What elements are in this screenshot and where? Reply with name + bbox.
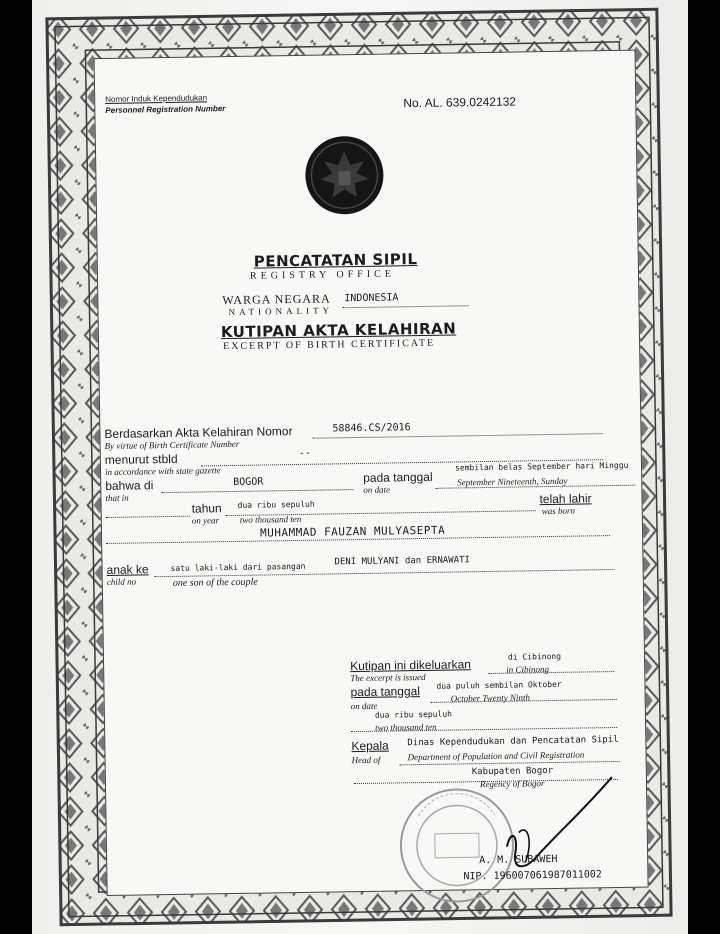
nationality-value: INDONESIA — [344, 292, 399, 305]
signer-name: A. M. SUBAWEH — [479, 853, 558, 867]
head-label-en: Head of — [351, 754, 381, 766]
born-label-en: was born — [541, 505, 576, 517]
child-no-value-en: one son of the couple — [172, 576, 258, 589]
place-value: BOGOR — [233, 476, 264, 488]
certificate-paper — [94, 50, 649, 896]
birth-year-value: dua ribu sepuluh — [237, 499, 315, 510]
certificate-title: KUTIPAN AKTA KELAHIRAN — [220, 319, 457, 342]
child-name: MUHAMMAD FAUZAN MULYASEPTA — [259, 523, 446, 540]
stbld-value: -- — [298, 447, 311, 459]
birth-date-value: sembilan belas September hari Minggu — [454, 460, 629, 473]
issued-date-label-en: on date — [350, 700, 378, 712]
stbld-label-en: in accordance with state gazette — [104, 465, 221, 477]
issued-date-label: pada tanggal — [350, 684, 421, 700]
child-no-label: anak ke — [106, 562, 149, 577]
regency-name: Kabupaten Bogor — [471, 765, 554, 778]
birth-certificate — [41, 3, 677, 931]
office-title: PENCATATAN SIPIL — [253, 250, 418, 271]
child-no-label-en: child no — [106, 576, 137, 587]
birth-date-value-en: September Nineteenth, Sunday — [457, 475, 568, 488]
registration-label-en: Personnel Registration Number — [105, 104, 226, 115]
registration-label: Nomor Induk Kependudukan — [105, 93, 208, 104]
office-subtitle: REGISTRY OFFICE — [249, 268, 395, 282]
born-label: telah lahir — [539, 491, 592, 507]
issued-place-en: in Cibinong — [506, 664, 550, 675]
issued-year-value: dua ribu sepuluh — [374, 709, 453, 720]
place-label: bahwa di — [105, 478, 154, 493]
regency-name-en: Regency of Bogor — [479, 778, 545, 790]
certificate-subtitle: EXCERPT OF BIRTH CERTIFICATE — [223, 337, 436, 353]
issued-place: di Cibinong — [507, 651, 562, 662]
registration-number: No. AL. 639.0242132 — [403, 94, 517, 111]
based-on-label: Berdasarkan Akta Kelahiran Nomor — [104, 424, 293, 441]
parents-names: DENI MULYANI dan ERNAWATI — [334, 555, 471, 568]
nationality-label: WARGA NEGARA — [222, 291, 331, 308]
child-no-value: satu laki-laki dari pasangan — [170, 561, 306, 573]
date-label: pada tanggal — [363, 469, 433, 485]
garuda-emblem-icon — [304, 135, 385, 216]
year-label: tahun — [191, 501, 222, 516]
head-label: Kepala — [351, 738, 389, 754]
nationality-label-en: NATIONALITY — [228, 305, 334, 318]
place-label-en: that in — [105, 492, 129, 503]
signer-nip: NIP. 196007061987011002 — [463, 869, 603, 883]
stbld-label: menurut stbld — [104, 451, 178, 467]
based-on-label-en: By virtue of Birth Certificate Number — [104, 438, 240, 451]
birth-year-value-en: two thousand ten — [239, 513, 302, 525]
department-name-en: Department of Population and Civil Registration — [407, 749, 585, 763]
issued-date-value-en: October Twenty Ninth — [450, 692, 531, 704]
issued-label: Kutipan ini dikeluarkan — [350, 657, 471, 674]
issued-date-value: dua puluh sembilan Oktober — [436, 679, 562, 691]
department-name: Dinas Kependudukan dan Pencatatan Sipil — [407, 734, 619, 749]
year-label-en: on year — [191, 515, 220, 526]
document-photo — [32, 0, 688, 934]
issued-label-en: The excerpt is issued — [350, 671, 426, 684]
issued-year-value-en: two thousand ten — [375, 721, 437, 733]
date-label-en: on date — [363, 484, 391, 495]
birth-cert-number: 58846.CS/2016 — [332, 422, 411, 435]
